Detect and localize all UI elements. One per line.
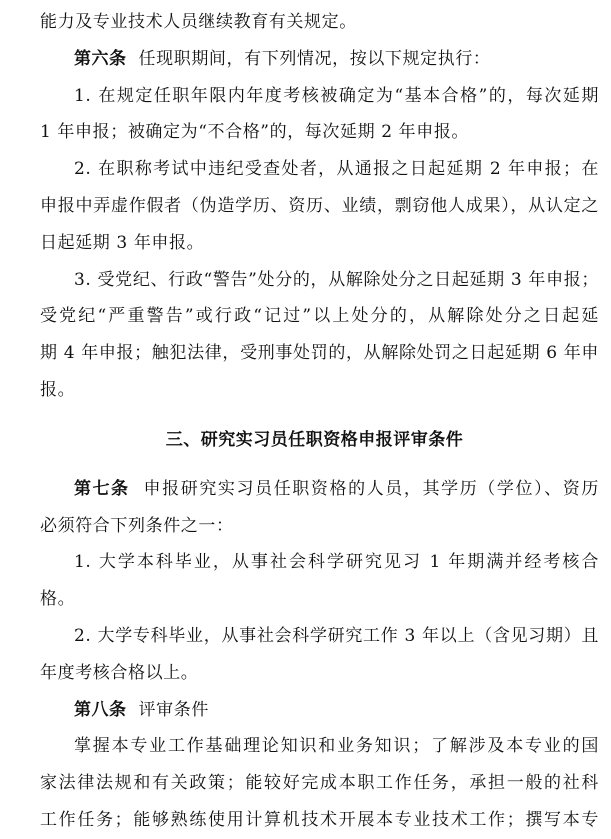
article-8-line-3: 工作任务；能够熟练使用计算机技术开展本专业技术工作；撰写本专	[40, 809, 599, 830]
article-6-item-1-line-2: 1 年申报；被确定为“不合格”的，每次延期 2 年申报。	[40, 122, 470, 143]
article-6-heading	[40, 41, 599, 78]
article-7-item-2-line-2: 年度考核合格以上。	[40, 662, 199, 683]
article-6-label: 第六条	[74, 48, 127, 69]
article-6-item-1-line-1: 1. 在规定任职年限内年度考核被确定为“基本合格”的，每次延期	[74, 85, 599, 106]
article-7-line-2: 必须符合下列条件之一：	[40, 515, 234, 536]
article-6-item-2-line-2: 申报中弄虚作假者（伪造学历、资历、业绩，剽窃他人成果），从认定之	[40, 195, 599, 216]
article-7-item-2-line-1: 2. 大学专科毕业，从事社会科学研究工作 3 年以上（含见习期）且	[74, 625, 599, 646]
article-8-label: 第八条	[74, 699, 127, 720]
article-8-line-1: 掌握本专业工作基础理论知识和业务知识；了解涉及本专业的国	[74, 736, 599, 757]
article-6-item-3-line-2: 受党纪“严重警告”或行政“记过”以上处分的，从解除处分之日起延	[40, 306, 599, 327]
article-8-line-2: 家法律法规和有关政策；能较好完成本职工作任务，承担一般的社科	[40, 773, 599, 794]
article-7-line-1	[40, 471, 599, 508]
article-6-title: 任现职期间，有下列情况，按以下规定执行：	[138, 48, 491, 69]
article-8-heading	[40, 692, 599, 729]
article-6-item-2-line-3: 日起延期 3 年申报。	[40, 232, 205, 253]
article-6-item-3-line-3: 期 4 年申报；触犯法律，受刑事处罚的，从解除处罚之日起延期 6 年申	[40, 343, 599, 364]
article-6-item-3-line-4: 报。	[40, 379, 76, 400]
intro-line: 能力及专业技术人员继续教育有关规定。	[40, 12, 357, 32]
article-7-label: 第七条	[74, 478, 130, 499]
article-8-title: 评审条件	[138, 699, 209, 720]
article-7-item-1-line-2: 格。	[40, 589, 76, 610]
article-7-item-1-line-1: 1. 大学本科毕业，从事社会科学研究见习 1 年期满并经考核合	[74, 552, 599, 573]
article-7-text: 申报研究实习员任职资格的人员，其学历（学位）、资历	[143, 478, 600, 499]
article-6-item-2-line-1: 2. 在职称考试中违纪受查处者，从通报之日起延期 2 年申报；在	[74, 159, 599, 180]
section-3-heading: 三、研究实习员任职资格申报评审条件	[165, 429, 464, 450]
article-6-item-3-line-1: 3. 受党纪、行政“警告”处分的，从解除处分之日起延期 3 年申报；	[74, 269, 599, 290]
